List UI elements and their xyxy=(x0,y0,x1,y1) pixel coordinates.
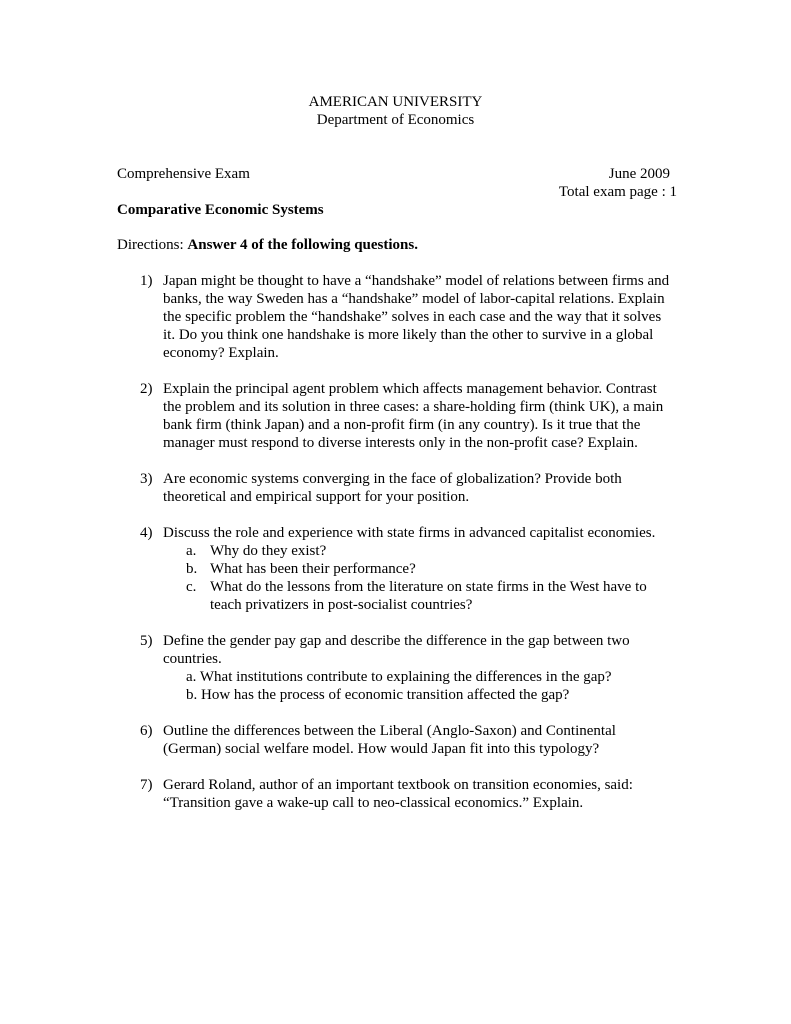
sub-question-c xyxy=(163,578,673,614)
sub-question-text: What has been their performance? xyxy=(210,561,416,577)
question-text: Outline the differences between the Liberal (Anglo-Saxon) and Continental (German) social welfare model. How would Japan fit into this typology? xyxy=(163,723,616,757)
question-text: Gerard Roland, author of an important textbook on transition economies, said: “Transition gave a wake-up call to neo-classical economics.” Explain. xyxy=(163,777,633,811)
sub-question-letter: c. xyxy=(186,579,197,595)
question-text: Define the gender pay gap and describe the difference in the gap between two countries. xyxy=(163,633,630,667)
question-text: Discuss the role and experience with state firms in advanced capitalist economies. xyxy=(163,525,656,541)
question-number: 5) xyxy=(140,633,153,649)
question-6 xyxy=(0,722,673,758)
question-4 xyxy=(0,524,673,614)
question-number: 3) xyxy=(140,471,153,487)
sub-question-b xyxy=(163,560,673,578)
directions-label: Directions: xyxy=(117,237,188,253)
question-list xyxy=(0,272,791,830)
question-text: Japan might be thought to have a “handshake” model of relations between firms and banks, the way Sweden has a “handshake” model of labor-capital relations. Explain the specific problem the “handshake” solves in each case and the way that it solves it. Do you think one handshake is more likely than the other to survive in a global economy? Explain. xyxy=(163,273,670,361)
exam-meta xyxy=(559,165,677,201)
sub-question-letter: b. xyxy=(186,561,198,577)
institution-name: AMERICAN UNIVERSITY xyxy=(308,94,483,110)
question-number: 4) xyxy=(140,525,153,541)
exam-date: June 2009 xyxy=(608,166,670,182)
subject-title: Comparative Economic Systems xyxy=(117,202,324,218)
question-number: 1) xyxy=(140,273,153,289)
sub-question-text: What do the lessons from the literature on state firms in the West have to teach privatizers in post-socialist countries? xyxy=(210,579,647,613)
department-name: Department of Economics xyxy=(316,112,475,128)
question-number: 2) xyxy=(140,381,153,397)
question-number: 7) xyxy=(140,777,153,793)
sub-question-text: Why do they exist? xyxy=(210,543,327,559)
question-text: Are economic systems converging in the face of globalization? Provide both theoretical and empirical support for your position. xyxy=(163,471,622,505)
question-3 xyxy=(0,470,673,506)
question-7 xyxy=(0,776,673,812)
question-1 xyxy=(0,272,673,362)
question-number: 6) xyxy=(140,723,153,739)
document-header xyxy=(0,93,791,129)
sub-question-a xyxy=(163,542,673,560)
sub-question-a: a. What institutions contribute to explaining the differences in the gap? xyxy=(186,669,612,685)
question-5 xyxy=(0,632,673,704)
question-2 xyxy=(0,380,673,452)
sub-question-b: b. How has the process of economic transition affected the gap? xyxy=(186,687,570,703)
sub-question-letter: a. xyxy=(186,543,197,559)
directions xyxy=(117,236,418,254)
directions-instruction: Answer 4 of the following questions. xyxy=(187,237,418,253)
exam-name: Comprehensive Exam xyxy=(117,166,250,182)
exam-total-pages: Total exam page : 1 xyxy=(558,184,677,200)
question-text: Explain the principal agent problem which affects management behavior. Contrast the problem and its solution in three cases: a share-holding firm (think UK), a main bank firm (think Japan) and a non-profit firm (in any country). Is it true that the manager must respond to diverse interests only in the non-profit case? Explain. xyxy=(163,381,664,451)
